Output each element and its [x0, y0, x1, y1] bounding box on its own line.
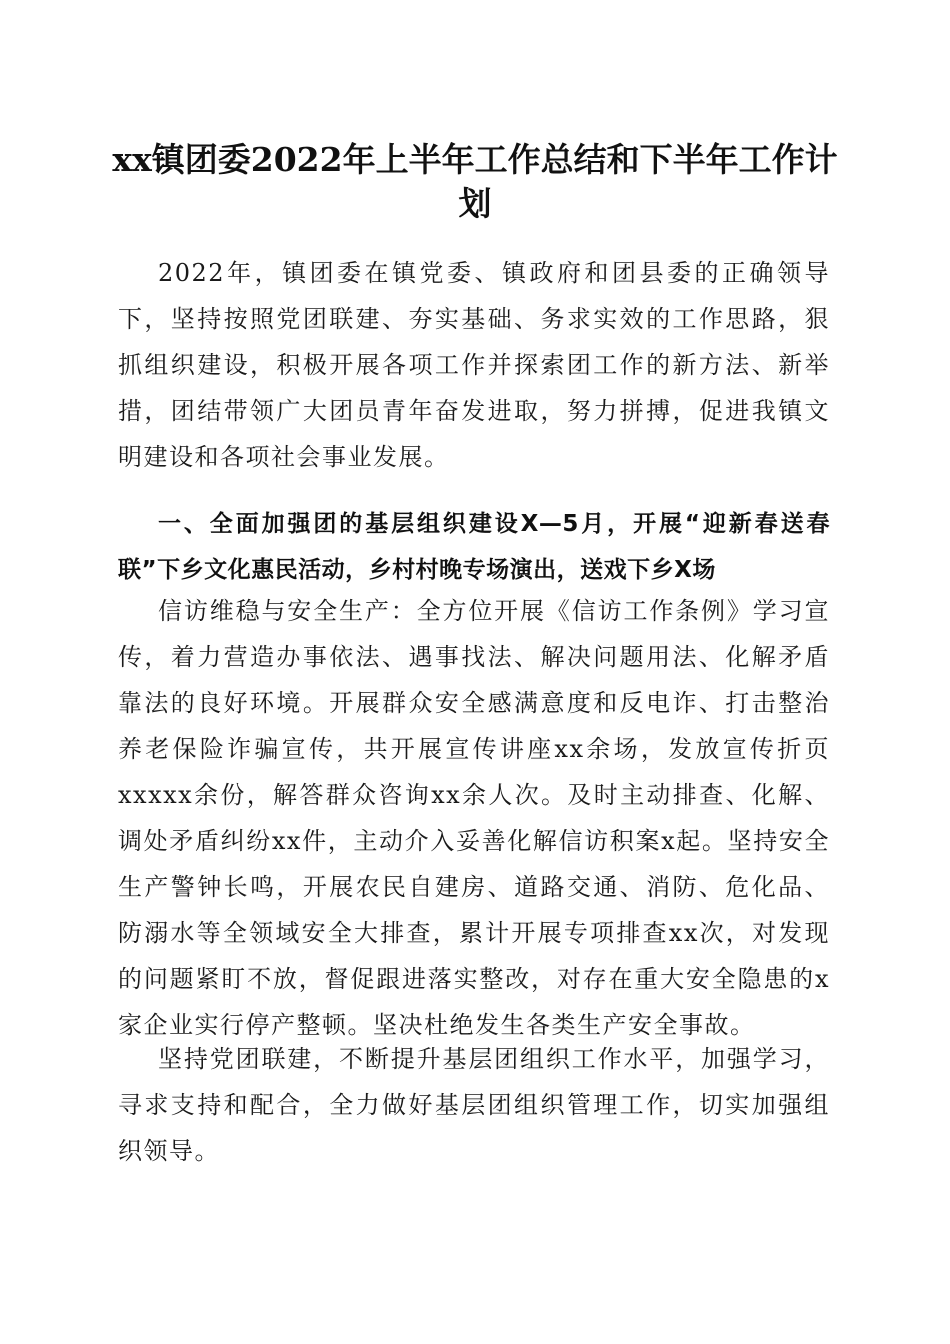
document-title: xx镇团委2022年上半年工作总结和下半年工作计划	[112, 140, 838, 223]
section-heading: 一、全面加强团的基层组织建设X—5月，开展“迎新春送春联”下乡文化惠民活动，乡村村晚专场演出，送戏下乡X场	[118, 511, 830, 583]
petition-paragraph: 信访维稳与安全生产：全方位开展《信访工作条例》学习宣传，着力营造办事依法、遇事找法、解决问题用法、化解矛盾靠法的良好环境。开展群众安全感满意度和反电诈、打击整治养老保险诈骗宣传，共开展宣传讲座xx余场，发放宣传折页xxxxx余份，解答群众咨询xx余人次。及时主动排查、化解、调处矛盾纠纷xx件，主动介入妥善化解信访积案x起。坚持安全生产警钟长鸣，开展农民自建房、道路交通、消防、危化品、防溺水等全领域安全大排查，累计开展专项排查xx次，对发现的问题紧盯不放，督促跟进落实整改，对存在重大安全隐患的x家企业实行停产整顿。坚决杜绝发生各类生产安全事故。	[118, 597, 830, 1039]
intro-paragraph: 2022年，镇团委在镇党委、镇政府和团县委的正确领导下，坚持按照党团联建、夯实基础、务求实效的工作思路，狠抓组织建设，积极开展各项工作并探索团工作的新方法、新举措，团结带领广大团员青年奋发进取，努力拼搏，促进我镇文明建设和各项社会事业发展。	[118, 259, 830, 471]
closing-paragraph: 坚持党团联建，不断提升基层团组织工作水平，加强学习，寻求支持和配合，全力做好基层团组织管理工作，切实加强组织领导。	[118, 1045, 830, 1165]
